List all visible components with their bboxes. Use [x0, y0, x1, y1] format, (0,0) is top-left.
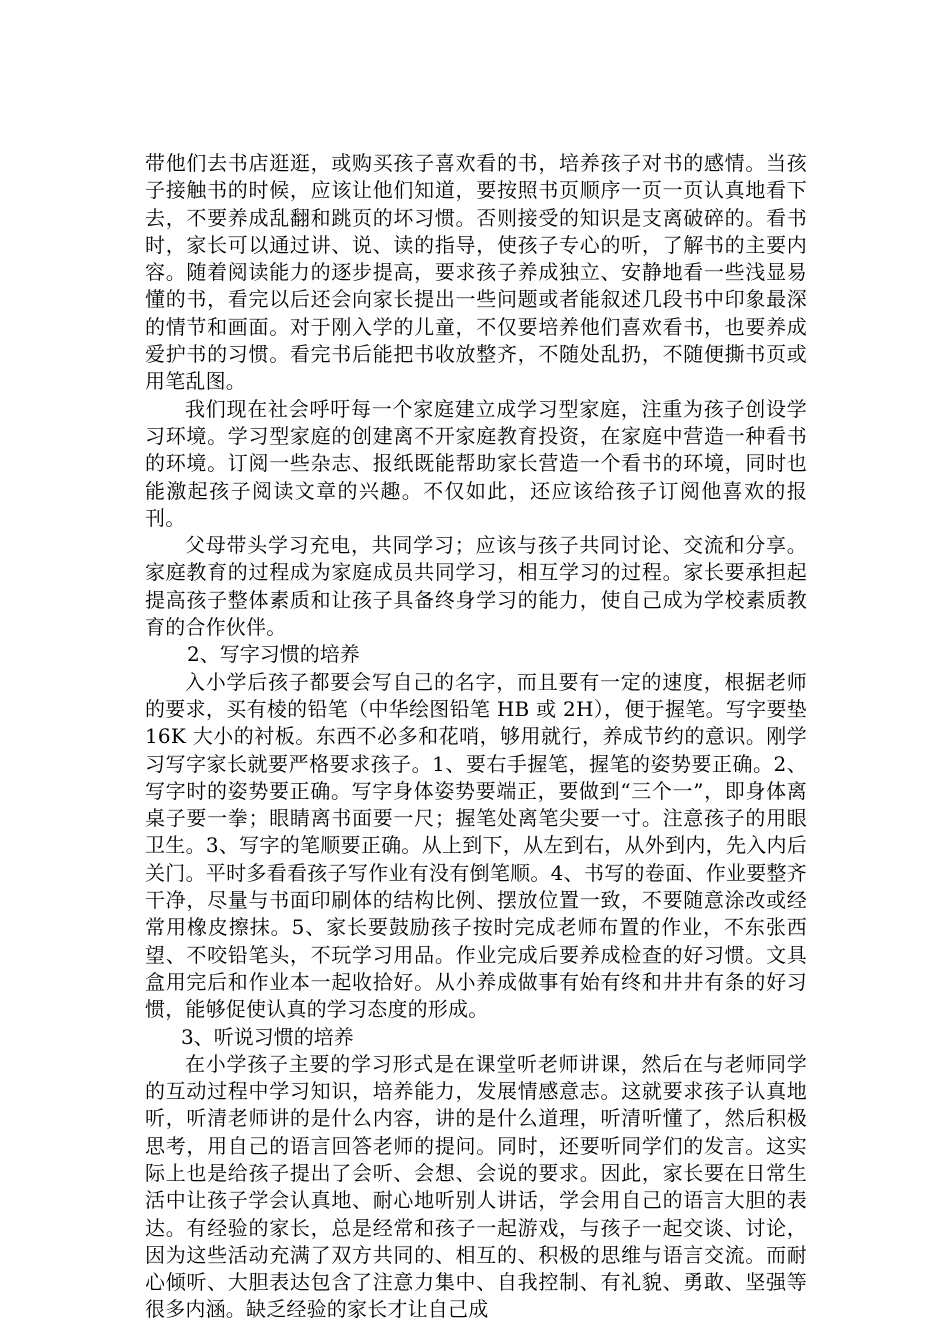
paragraph-parents-lead: 父母带头学习充电，共同学习；应该与孩子共同讨论、交流和分享。家庭教育的过程成为家庭成员共同学习，相互学习的过程。家长要承担起提高孩子整体素质和让孩子具备终身学习的能力，使自己成为学校素质教育的合作伙伴。: [145, 533, 807, 640]
paragraph-learning-family: 我们现在社会呼吁每一个家庭建立成学习型家庭，注重为孩子创设学习环境。学习型家庭的创建离不开家庭教育投资，在家庭中营造一种看书的环境。订阅一些杂志、报纸既能帮助家长营造一个看书的环境，同时也能激起孩子阅读文章的兴趣。不仅如此，还应该给孩子订阅他喜欢的报刊。: [145, 396, 807, 530]
document-page: [145, 150, 807, 1324]
section-heading-listening-speaking: 3、听说习惯的培养: [181, 1024, 354, 1049]
paragraph-listening-speaking: 在小学孩子主要的学习形式是在课堂听老师讲课，然后在与老师同学的互动过程中学习知识，培养能力，发展情感意志。这就要求孩子认真地听，听清老师讲的是什么内容，讲的是什么道理，听清听懂了，然后积极思考，用自己的语言回答老师的提问。同时，还要听同学们的发言。这实际上也是给孩子提出了会听、会想、会说的要求。因此，家长要在日常生活中让孩子学会认真地、耐心地听别人讲话，学会用自己的语言大胆的表达。有经验的家长，总是经常和孩子一起游戏，与孩子一起交谈、讨论，因为这些活动充满了双方共同的、相互的、积极的思维与语言交流。而耐心倾听、大胆表达包含了注意力集中、自我控制、有礼貌、勇敢、坚强等很多内涵。缺乏经验的家长才让自己成: [145, 1051, 807, 1322]
section-heading-writing-habits: 2、写字习惯的培养: [187, 642, 360, 667]
paragraph-reading-guidance: 带他们去书店逛逛，或购买孩子喜欢看的书，培养孩子对书的感情。当孩子接触书的时候，应该让他们知道，要按照书页顺序一页一页认真地看下去，不要养成乱翻和跳页的坏习惯。否则接受的知识是支离破碎的。看书时，家长可以通过讲、说、读的指导，使孩子专心的听，了解书的主要内容。随着阅读能力的逐步提高，要求孩子养成独立、安静地看一些浅显易懂的书，看完以后还会向家长提出一些问题或者能叙述几段书中印象最深的情节和画面。对于刚入学的儿童，不仅要培养他们喜欢看书，也要养成爱护书的习惯。看完书后能把书收放整齐，不随处乱扔，不随便撕书页或用笔乱图。: [145, 151, 807, 394]
paragraph-writing-habits: 入小学后孩子都要会写自己的名字，而且要有一定的速度，根据老师的要求，买有棱的铅笔（中华绘图铅笔 HB 或 2H），便于握笔。写字要垫 16K 大小的衬板。东西不必多和花哨，够用就行，养成节约的意识。刚学习写字家长就要严格要求孩子。1、要右手握笔，握笔的姿势要正确。2、写字时的姿势要正确。写字身体姿势要端正，要做到“三个一”，即身体离桌子要一拳；眼睛离书面要一尺；握笔处离笔尖要一寸。注意孩子的用眼卫生。3、写字的笔顺要正确。从上到下，从左到右，从外到内，先入内后关门。平时多看看孩子写作业有没有倒笔顺。4、书写的卷面、作业要整齐干净，尽量与书面印刷体的结构比例、摆放位置一致，不要随意涂改或经常用橡皮擦抹。5、家长要鼓励孩子按时完成老师布置的作业，不东张西望、不咬铅笔头，不玩学习用品。作业完成后要养成检查的好习惯。文具盒用完后和作业本一起收拾好。从小养成做事有始有终和井井有条的好习惯，能够促使认真的学习态度的形成。: [145, 669, 807, 1022]
